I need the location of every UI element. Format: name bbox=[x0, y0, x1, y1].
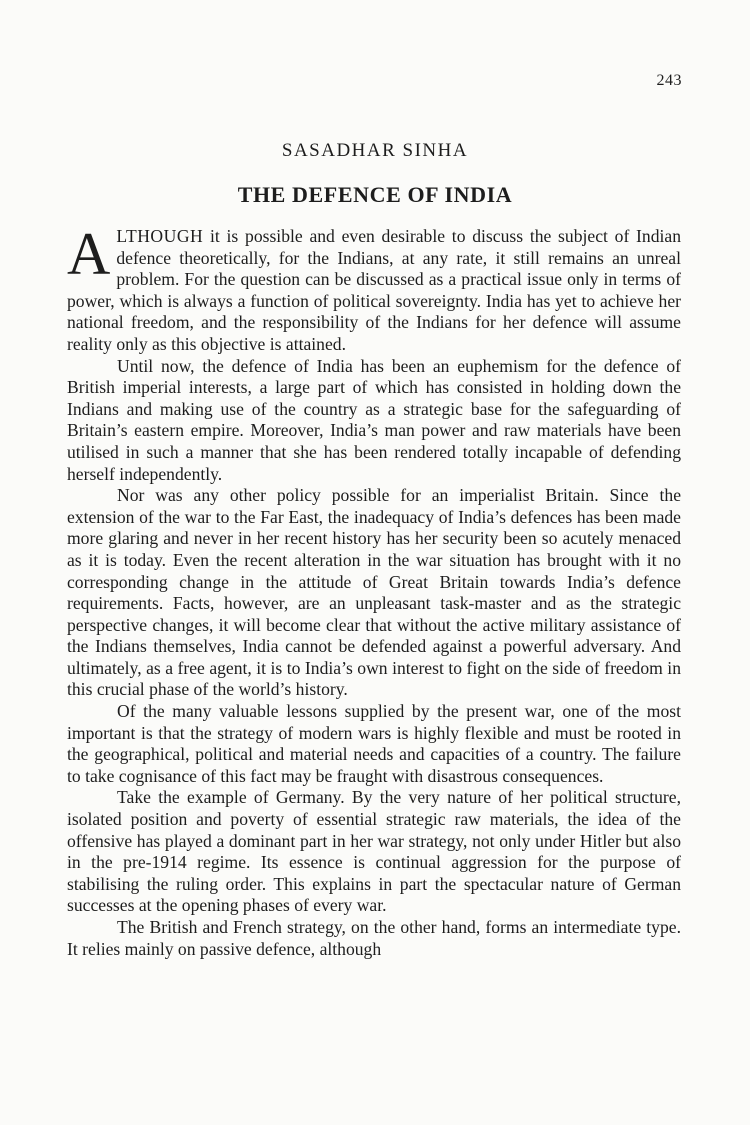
paragraph-5: Take the example of Germany. By the very nature of her political structure, isolated position and poverty of essential strategic raw materials, the idea of the offensive has played a dominant part in her war strategy, not only under Hitler but also in the pre-1914 regime. Its essence is continual aggression for the purpose of stabilising the ruling order. This explains in part the spectacular nature of German successes at the opening phases of every war. bbox=[67, 787, 681, 916]
article-body bbox=[67, 221, 681, 960]
paragraph-2: Until now, the defence of India has been an euphemism for the defence of British imperial interests, a large part of which has consisted in holding down the Indians and making use of the country as a strategic base for the safeguarding of Britain’s eastern empire. Moreover, India’s man power and raw materials have been utilised in such a manner that she has been rendered totally incapable of defending herself independently. bbox=[67, 355, 681, 484]
author-name: SASADHAR SINHA bbox=[281, 140, 469, 161]
drop-cap: A bbox=[67, 221, 111, 287]
article-title: THE DEFENCE OF INDIA bbox=[237, 182, 513, 207]
page-number: 243 bbox=[656, 72, 682, 89]
lead-caps: LTHOUGH bbox=[116, 226, 204, 246]
paragraph-3: Nor was any other policy possible for an imperialist Britain. Since the extension of the war to the Far East, the inadequacy of India’s defences has been made more glaring and never in her recent history has her security been so acutely menaced as it is today. Even the recent alteration in the war situation has brought with it no corresponding change in the attitude of Great Britain towards India’s defence requirements. Facts, however, are an unpleasant task-master and as the strategic perspective changes, it will become clear that without the active military assistance of the Indians themselves, India cannot be defended against a powerful adversary. And ultimately, as a free agent, it is to India’s own interest to fight on the side of freedom in this crucial phase of the world’s history. bbox=[67, 485, 681, 700]
paragraph-4: Of the many valuable lessons supplied by the present war, one of the most important is that the strategy of modern wars is highly flexible and must be rooted in the geographical, political and material needs and capacities of a country. The failure to take cognisance of this fact may be fraught with disastrous consequences. bbox=[67, 701, 681, 786]
paragraph-6: The British and French strategy, on the other hand, forms an intermediate type. It relies mainly on passive defence, although bbox=[67, 917, 681, 959]
paragraph-1 bbox=[67, 221, 681, 356]
paragraph-1-text: it is possible and even desirable to discuss the subject of Indian defence theoretically, for the Indians, at any rate, it still remains an unreal problem. For the question can be discussed as a practical issue only in terms of power, which is always a function of political sovereignty. India has yet to achieve her national freedom, and the responsibility of the Indians for her defence will assume reality only as this objective is attained. bbox=[67, 226, 681, 354]
